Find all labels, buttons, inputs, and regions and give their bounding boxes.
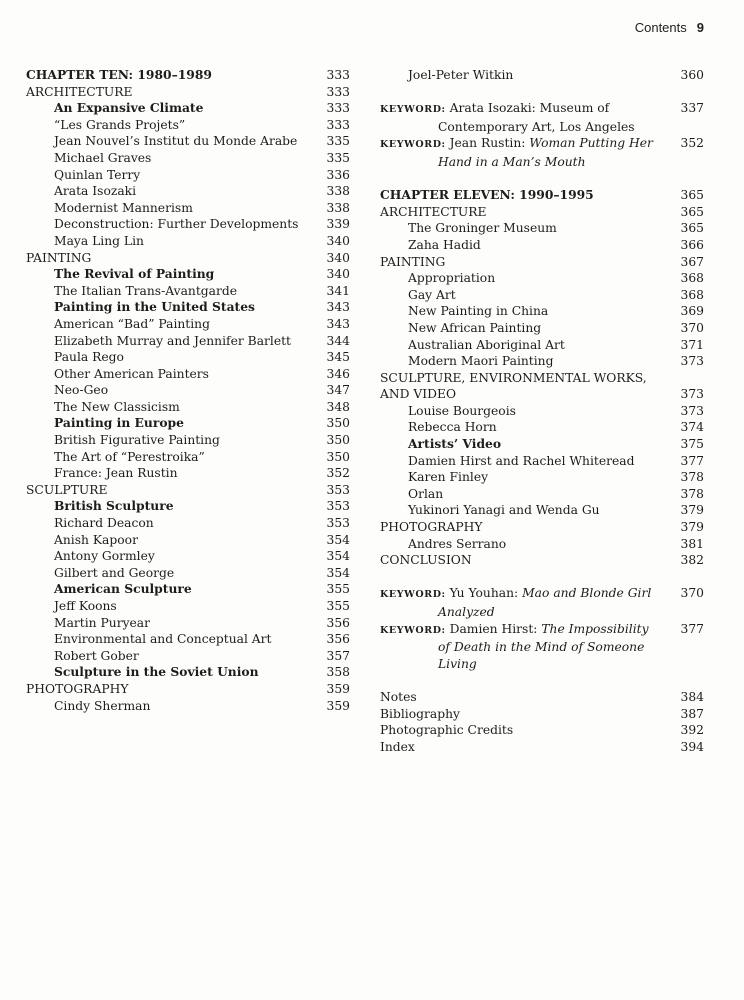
toc-entry-title: CONCLUSION <box>380 553 472 568</box>
toc-entry <box>380 320 704 337</box>
toc-entry-page: 373 <box>680 403 704 418</box>
keyword-work-title: The Impossibility of Death in the Mind of Someone Living <box>438 621 649 671</box>
toc-entry-title: British Sculpture <box>54 498 174 514</box>
toc-entry-title: Martin Puryear <box>54 615 151 630</box>
toc-entry-page: 350 <box>326 416 350 431</box>
toc-entry <box>26 399 350 416</box>
toc-entry-page: 350 <box>326 433 350 448</box>
toc-entry-title: PAINTING <box>26 250 92 265</box>
keyword-page: 337 <box>680 101 704 116</box>
toc-entry <box>26 167 350 184</box>
toc-entry-page: 356 <box>326 632 350 647</box>
toc-entry-title: Modern Maori Painting <box>408 354 554 369</box>
toc-entry <box>26 200 350 217</box>
spacer <box>380 672 704 689</box>
section-heading <box>380 386 704 403</box>
toc-entry-page: 343 <box>326 300 350 315</box>
toc-entry <box>26 349 350 366</box>
toc-entry <box>26 366 350 383</box>
toc-entry <box>26 382 350 399</box>
spacer <box>380 569 704 586</box>
running-header <box>635 20 704 35</box>
toc-entry <box>380 486 704 503</box>
toc-entry-title: ARCHITECTURE <box>380 204 487 219</box>
contents-right-column <box>380 67 704 755</box>
toc-entry-title: An Expansive Climate <box>54 100 204 116</box>
section-heading <box>380 519 704 536</box>
toc-entry-title: New Painting in China <box>408 304 549 319</box>
toc-entry-page: 374 <box>680 420 704 435</box>
toc-entry-title: PAINTING <box>380 254 446 269</box>
toc-entry <box>380 469 704 486</box>
header-label: Contents <box>634 20 687 35</box>
toc-entry-page: 379 <box>680 520 704 535</box>
toc-entry-page: 394 <box>680 739 704 754</box>
keyword-entry <box>380 135 704 170</box>
toc-entry-title: Gilbert and George <box>54 565 175 580</box>
keyword-page: 370 <box>680 586 704 601</box>
toc-entry <box>26 100 350 117</box>
toc-entry <box>26 532 350 549</box>
toc-entry-title: Karen Finley <box>408 470 489 485</box>
toc-entry-page: 333 <box>326 84 350 99</box>
page-number: 9 <box>696 20 704 35</box>
toc-entry-title: The New Classicism <box>54 399 180 414</box>
toc-entry <box>380 502 704 519</box>
toc-entry-page: 340 <box>326 250 350 265</box>
toc-entry-page: 333 <box>326 117 350 132</box>
toc-entry-title: Louise Bourgeois <box>408 403 516 418</box>
toc-entry <box>380 287 704 304</box>
toc-entry-page: 359 <box>326 681 350 696</box>
toc-entry <box>26 283 350 300</box>
toc-entry-title: Australian Aboriginal Art <box>408 337 565 352</box>
toc-entry-page: 354 <box>326 532 350 547</box>
toc-entry-page: 340 <box>326 267 350 282</box>
keyword-text: Jean Rustin: <box>449 136 530 151</box>
toc-entry <box>380 237 704 254</box>
keyword-entry <box>380 100 704 135</box>
toc-entry-title: AND VIDEO <box>380 387 457 402</box>
toc-entry <box>26 465 350 482</box>
toc-entry <box>26 183 350 200</box>
keyword-label: KEYWORD: <box>380 104 446 116</box>
toc-entry-title: New African Painting <box>408 320 542 335</box>
keyword-entry <box>380 585 704 620</box>
chapter-eleven-list <box>380 187 704 569</box>
toc-entry-title: American Sculpture <box>54 581 192 597</box>
toc-entry-page: 347 <box>326 383 350 398</box>
keyword-work-title: Woman Putting Her Hand in a Man’s Mouth <box>438 136 653 169</box>
keyword-label: KEYWORD: <box>380 624 446 636</box>
toc-entry <box>26 449 350 466</box>
toc-entry-page: 339 <box>326 217 350 232</box>
chapter-heading <box>380 187 704 204</box>
toc-entry <box>380 353 704 370</box>
section-heading <box>380 370 704 387</box>
toc-entry-page: 369 <box>680 304 704 319</box>
toc-entry-title: Orlan <box>408 486 444 501</box>
toc-entry <box>26 266 350 283</box>
toc-entry-title: Andres Serrano <box>408 536 507 551</box>
section-heading <box>380 739 704 756</box>
toc-entry <box>26 133 350 150</box>
toc-entry-page: 333 <box>326 101 350 116</box>
toc-entry <box>380 536 704 553</box>
toc-entry-title: Painting in the United States <box>54 299 255 315</box>
toc-entry-page: 371 <box>680 337 704 352</box>
toc-entry-title: SCULPTURE <box>26 482 108 497</box>
toc-entry-page: 378 <box>680 486 704 501</box>
toc-entry-page: 338 <box>326 200 350 215</box>
toc-entry-title: Robert Gober <box>54 648 139 663</box>
toc-entry-page: 355 <box>326 582 350 597</box>
toc-entry-title: CHAPTER TEN: 1980–1989 <box>26 67 212 82</box>
toc-entry-title: ARCHITECTURE <box>26 84 133 99</box>
keyword-text: Arata Isozaki: Museum of Contemporary Art, Los Angeles <box>438 101 635 134</box>
toc-entry <box>26 515 350 532</box>
toc-entry-page: 358 <box>326 665 350 680</box>
toc-entry-page: 373 <box>680 387 704 402</box>
toc-entry <box>26 150 350 167</box>
toc-entry <box>26 581 350 598</box>
toc-entry-title: Arata Isozaki <box>54 184 137 199</box>
keyword-group <box>380 100 704 170</box>
toc-entry-title: Damien Hirst and Rachel Whiteread <box>408 453 635 468</box>
toc-entry-page: 336 <box>326 167 350 182</box>
toc-entry-page: 373 <box>680 354 704 369</box>
toc-entry-page: 354 <box>326 549 350 564</box>
toc-entry <box>380 403 704 420</box>
keyword-text: Yu Youhan: <box>449 586 523 601</box>
toc-entry-title: “Les Grands Projets” <box>54 117 186 132</box>
toc-entry-page: 375 <box>680 437 704 452</box>
toc-entry-title: Notes <box>380 689 417 704</box>
toc-entry-title: Bibliography <box>380 706 460 721</box>
toc-entry-page: 357 <box>326 648 350 663</box>
toc-entry <box>26 664 350 681</box>
spacer <box>380 171 704 188</box>
toc-entry-page: 392 <box>680 723 704 738</box>
toc-entry-title: Rebecca Horn <box>408 420 497 435</box>
toc-entry <box>380 220 704 237</box>
toc-entry-page: 387 <box>680 706 704 721</box>
toc-entry-title: Cindy Sherman <box>54 698 151 713</box>
toc-entry-title: Michael Graves <box>54 150 152 165</box>
keyword-group <box>380 585 704 672</box>
toc-entry <box>26 615 350 632</box>
toc-entry-title: The Groninger Museum <box>408 221 557 236</box>
section-heading <box>26 250 350 267</box>
toc-entry-page: 350 <box>326 449 350 464</box>
toc-entry-page: 378 <box>680 470 704 485</box>
toc-entry-page: 352 <box>326 466 350 481</box>
keyword-page: 352 <box>680 136 704 151</box>
toc-entry <box>380 270 704 287</box>
toc-entry-title: Antony Gormley <box>54 549 155 564</box>
toc-entry-title: PHOTOGRAPHY <box>26 681 129 696</box>
toc-entry-page: 333 <box>326 68 350 82</box>
toc-entry <box>26 648 350 665</box>
toc-entry-title: Richard Deacon <box>54 516 154 531</box>
section-heading <box>380 722 704 739</box>
section-heading <box>380 706 704 723</box>
toc-entry-page: 354 <box>326 565 350 580</box>
toc-entry-page: 343 <box>326 316 350 331</box>
toc-entry-page: 365 <box>680 204 704 219</box>
section-heading <box>380 689 704 706</box>
toc-entry-title: The Italian Trans-Avantgarde <box>54 283 238 298</box>
toc-entry-page: 367 <box>680 254 704 269</box>
toc-entry <box>26 216 350 233</box>
toc-entry <box>26 548 350 565</box>
toc-entry <box>26 299 350 316</box>
toc-entry-page: 353 <box>326 499 350 514</box>
toc-entry-page: 340 <box>326 233 350 248</box>
toc-entry-page: 338 <box>326 184 350 199</box>
toc-entry-title: Maya Ling Lin <box>54 233 144 248</box>
toc-entry-title: The Art of “Perestroika” <box>54 449 205 464</box>
toc-entry-page: 370 <box>680 320 704 335</box>
toc-entry-title: SCULPTURE, ENVIRONMENTAL WORKS, <box>380 370 647 385</box>
toc-entry-page: 368 <box>680 271 704 286</box>
contents-left-column <box>26 67 350 714</box>
toc-entry-page: 353 <box>326 516 350 531</box>
toc-entry-title: Jeff Koons <box>54 599 117 613</box>
toc-entry-title: Sculpture in the Soviet Union <box>54 664 259 680</box>
toc-entry <box>26 233 350 250</box>
toc-entry-page: 379 <box>680 503 704 518</box>
toc-entry-title: Gay Art <box>408 287 456 302</box>
keyword-text: Damien Hirst: <box>449 621 542 636</box>
toc-entry-page: 345 <box>326 350 350 365</box>
toc-entry-page: 359 <box>326 698 350 713</box>
toc-entry-page: 344 <box>326 333 350 348</box>
toc-entry-title: Modernist Mannerism <box>54 200 193 215</box>
toc-entry-page: 377 <box>680 453 704 468</box>
toc-entry-title: Environmental and Conceptual Art <box>54 632 272 647</box>
spacer <box>380 84 704 101</box>
toc-entry <box>26 631 350 648</box>
toc-entry-page: 353 <box>326 482 350 497</box>
toc-entry-title: Photographic Credits <box>380 723 514 738</box>
toc-entry-page: 356 <box>326 615 350 630</box>
toc-entry-title: Index <box>380 739 415 754</box>
toc-entry <box>26 117 350 134</box>
toc-entry-title: Deconstruction: Further Developments <box>54 217 299 232</box>
toc-entry-title: Jean Nouvel’s Institut du Monde Arabe <box>54 134 298 149</box>
toc-entry-title: British Figurative Painting <box>54 433 220 448</box>
toc-entry <box>380 419 704 436</box>
toc-entry <box>26 698 350 715</box>
toc-entry <box>380 67 704 84</box>
toc-entry <box>26 333 350 350</box>
keyword-work-title: Mao and Blonde Girl Analyzed <box>438 586 652 619</box>
keyword-entry <box>380 621 704 673</box>
toc-entry <box>26 498 350 515</box>
toc-entry-page: 368 <box>680 287 704 302</box>
section-heading <box>380 254 704 271</box>
toc-entry-title: Zaha Hadid <box>408 237 481 252</box>
section-heading <box>26 84 350 101</box>
toc-entry-page: 335 <box>326 134 350 149</box>
toc-entry-page: 365 <box>680 221 704 236</box>
toc-entry-page: 348 <box>326 399 350 414</box>
toc-entry-title: The Revival of Painting <box>54 266 215 282</box>
back-matter-list <box>380 689 704 755</box>
toc-entry <box>26 565 350 582</box>
toc-entry <box>26 415 350 432</box>
toc-entry-title: Paula Rego <box>54 350 124 365</box>
toc-entry-page: 381 <box>680 536 704 551</box>
section-heading <box>380 204 704 221</box>
toc-entry-page: 384 <box>680 689 704 704</box>
section-heading <box>380 552 704 569</box>
toc-entry <box>26 316 350 333</box>
toc-entry <box>380 303 704 320</box>
keyword-label: KEYWORD: <box>380 589 446 601</box>
toc-entry-title: Joel-Peter Witkin <box>408 68 514 82</box>
toc-entry-title: PHOTOGRAPHY <box>380 520 483 535</box>
toc-entry-page: 335 <box>326 150 350 165</box>
toc-entry-title: Yukinori Yanagi and Wenda Gu <box>408 503 600 518</box>
toc-entry-title: Artists’ Video <box>408 436 502 452</box>
toc-entry-title: Anish Kapoor <box>54 532 138 547</box>
toc-entry-page: 382 <box>680 553 704 568</box>
toc-entry-title: CHAPTER ELEVEN: 1990–1995 <box>380 187 594 203</box>
toc-entry-title: Neo-Geo <box>54 383 109 398</box>
chapter-heading <box>26 67 350 84</box>
toc-entry-title: American “Bad” Painting <box>54 316 210 331</box>
toc-entry-title: France: Jean Rustin <box>54 466 178 481</box>
toc-entry <box>380 453 704 470</box>
toc-entry-page: 365 <box>680 188 704 203</box>
toc-entry <box>380 337 704 354</box>
section-heading <box>26 482 350 499</box>
keyword-label: KEYWORD: <box>380 139 446 151</box>
section-heading <box>26 681 350 698</box>
toc-entry-title: Quinlan Terry <box>54 167 141 182</box>
toc-entry <box>380 436 704 453</box>
toc-entry-page: 355 <box>326 599 350 613</box>
toc-entry <box>26 432 350 449</box>
toc-entry-page: 366 <box>680 237 704 252</box>
toc-entry-title: Other American Painters <box>54 366 209 381</box>
toc-entry <box>26 598 350 615</box>
toc-entry-page: 360 <box>680 68 704 82</box>
toc-entry-page: 341 <box>326 283 350 298</box>
toc-entry-page: 346 <box>326 366 350 381</box>
keyword-page: 377 <box>680 621 704 636</box>
toc-entry-title: Appropriation <box>408 271 496 286</box>
toc-entry-title: Elizabeth Murray and Jennifer Barlett <box>54 333 291 348</box>
toc-entry-title: Painting in Europe <box>54 415 184 431</box>
